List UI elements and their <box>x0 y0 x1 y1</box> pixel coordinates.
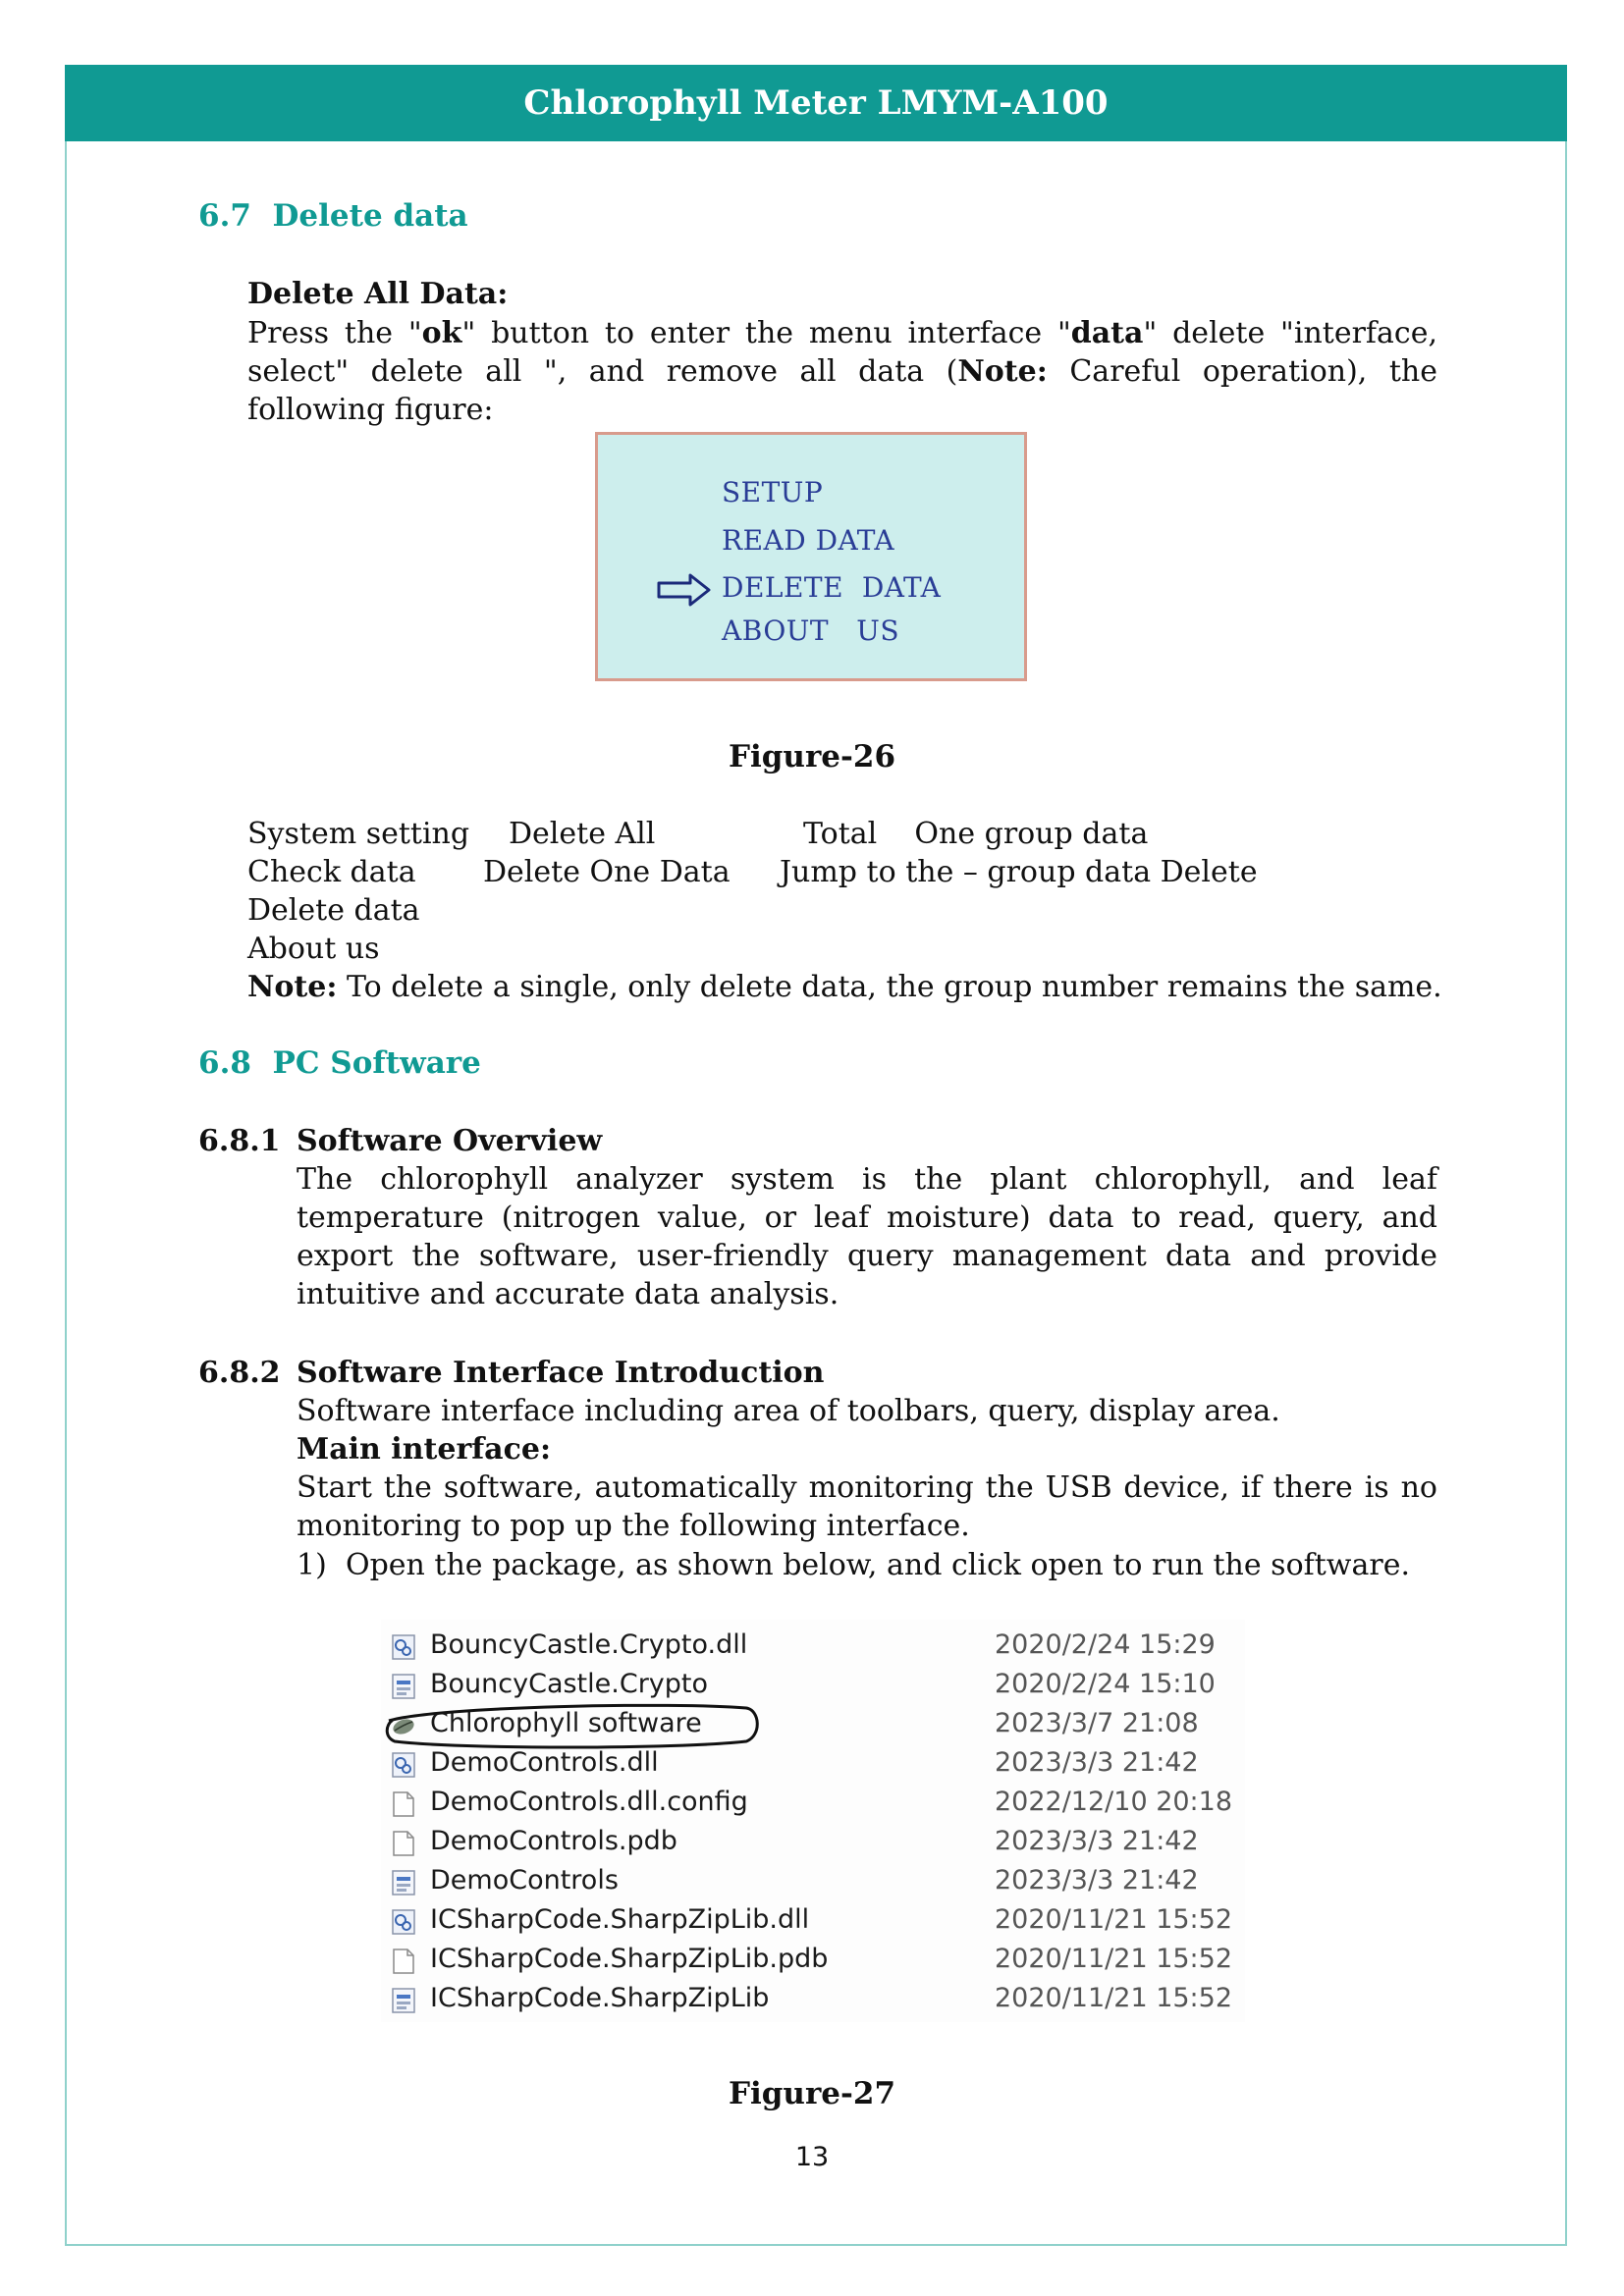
file-date: 2022/12/10 20:18 <box>995 1787 1233 1817</box>
subsection-6-8-2-number: 6.8.2 <box>198 1356 281 1390</box>
menu-map-col2-item: Delete All <box>509 817 656 851</box>
subsection-6-8-1-title: Software Overview <box>297 1124 603 1158</box>
file-date: 2023/3/3 21:42 <box>995 1747 1199 1778</box>
lcd-menu-figure <box>595 432 1027 681</box>
section-6-7-heading <box>198 198 468 234</box>
menu-map-item: Check data <box>247 855 416 889</box>
lcd-menu-item: DELETE DATA <box>722 571 942 604</box>
file-date: 2020/11/21 15:52 <box>995 1944 1233 1974</box>
figure-27-caption: Figure-27 <box>728 2076 896 2111</box>
menu-map-item: Delete data <box>247 893 420 928</box>
menu-map-col3-item: Total One group data <box>803 817 1149 851</box>
step-number: 1) <box>297 1548 327 1582</box>
file-name: DemoControls <box>430 1865 619 1896</box>
file-name: DemoControls.dll <box>430 1747 659 1778</box>
section-number: 6.7 <box>198 198 251 234</box>
page-number: 13 <box>794 2142 830 2172</box>
main-interface-label: Main interface: <box>297 1432 552 1467</box>
file-date: 2020/11/21 15:52 <box>995 1983 1233 2013</box>
file-name: Chlorophyll software <box>430 1708 702 1738</box>
subsection-6-8-2-title: Software Interface Introduction <box>297 1356 825 1390</box>
figure-26-caption: Figure-26 <box>728 739 896 774</box>
file-explorer-list <box>381 1620 1245 2022</box>
delete-note <box>247 968 1442 1006</box>
file-date: 2023/3/3 21:42 <box>995 1865 1199 1896</box>
file-name: DemoControls.pdb <box>430 1826 677 1856</box>
delete-all-subheading: Delete All Data: <box>247 277 509 311</box>
main-interface-text: Start the software, automatically monitoring the USB device, if there is no monitoring to pop up the following interface. <box>297 1470 1437 1543</box>
note-label: Note: <box>247 970 338 1004</box>
para-text: Press the " <box>247 316 422 350</box>
menu-map-item: System setting <box>247 817 470 851</box>
file-name: ICSharpCode.SharpZipLib <box>430 1983 770 2013</box>
lcd-menu-item: SETUP <box>722 476 824 508</box>
file-name: ICSharpCode.SharpZipLib.pdb <box>430 1944 829 1974</box>
selection-arrow-icon <box>657 572 712 608</box>
file-date: 2023/3/3 21:42 <box>995 1826 1199 1856</box>
page-header: Chlorophyll Meter LMYM-A100 <box>65 65 1567 141</box>
section-title: PC Software <box>272 1045 481 1081</box>
menu-map-col2-item: Delete One Data <box>483 855 731 889</box>
para-text: Careful operation), the following figure: <box>247 354 1437 427</box>
subsection-6-8-1-number: 6.8.1 <box>198 1124 281 1158</box>
file-name: BouncyCastle.Crypto <box>430 1669 709 1699</box>
menu-map-col3-item: Jump to the – group data Delete <box>780 855 1258 889</box>
file-date: 2020/2/24 15:29 <box>995 1629 1216 1660</box>
menu-map-col1 <box>247 815 469 968</box>
para-bold-data: data <box>1070 316 1144 350</box>
section-number: 6.8 <box>198 1045 251 1081</box>
file-name: ICSharpCode.SharpZipLib.dll <box>430 1904 810 1935</box>
section-title: Delete data <box>272 198 468 234</box>
step-text: Open the package, as shown below, and click open to run the software. <box>346 1548 1410 1582</box>
note-text: To delete a single, only delete data, the group number remains the same. <box>337 970 1442 1004</box>
file-date: 2023/3/7 21:08 <box>995 1708 1199 1738</box>
software-overview-text: The chlorophyll analyzer system is the plant chlorophyll, and leaf temperature (nitrogen value, or leaf moisture) data to read, query, and export the software, user-friendly query management data and provide intuitive and accurate data analysis. <box>297 1162 1437 1311</box>
lcd-menu-item: ABOUT US <box>722 614 900 647</box>
interface-intro-text: Software interface including area of toolbars, query, display area. <box>297 1394 1280 1428</box>
file-date: 2020/11/21 15:52 <box>995 1904 1233 1935</box>
menu-map-item: About us <box>247 932 380 966</box>
para-bold-note: Note: <box>957 354 1048 389</box>
file-date: 2020/2/24 15:10 <box>995 1669 1216 1699</box>
hand-drawn-highlight-circle <box>381 1620 1245 2022</box>
file-name: DemoControls.dll.config <box>430 1787 748 1817</box>
para-bold-ok: ok <box>421 316 462 350</box>
section-6-8-heading <box>198 1045 481 1081</box>
para-text: " button to enter the menu interface " <box>461 316 1071 350</box>
file-name: BouncyCastle.Crypto.dll <box>430 1629 748 1660</box>
para-text: " delete "interface, select" delete all ", and remove all data ( <box>247 316 1437 389</box>
delete-all-paragraph <box>247 314 1437 429</box>
lcd-menu-item: READ DATA <box>722 524 895 557</box>
